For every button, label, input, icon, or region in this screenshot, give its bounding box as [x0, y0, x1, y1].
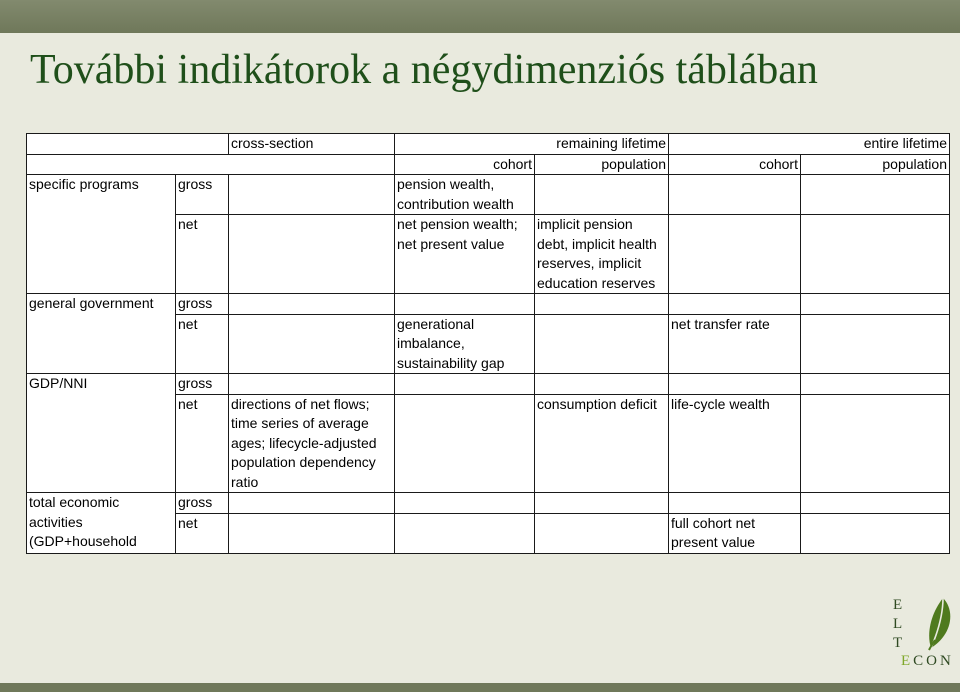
table-cell [801, 314, 950, 374]
table-cell [229, 215, 395, 294]
table-cell [229, 314, 395, 374]
table-row [27, 374, 950, 395]
header-population-entire: population [801, 154, 950, 175]
header-remaining-lifetime: remaining lifetime [395, 134, 669, 155]
table-row [27, 294, 950, 315]
table-cell [801, 513, 950, 553]
table-cell [535, 175, 669, 215]
bottom-decor-bar [0, 683, 960, 692]
table-cell: net pension wealth; net present value [395, 215, 535, 294]
logo-letter: E [893, 597, 903, 613]
table-cell [535, 513, 669, 553]
table-cell [669, 493, 801, 514]
gross-label: gross [176, 374, 229, 395]
leaf-icon [921, 596, 955, 652]
net-label: net [176, 314, 229, 374]
page-title: További indikátorok a négydimenziós táblában [30, 47, 818, 93]
table-cell [395, 394, 535, 493]
table-cell [535, 493, 669, 514]
table-row [27, 493, 950, 514]
table-cell [229, 493, 395, 514]
table-cell: consumption deficit [535, 394, 669, 493]
table-cell [229, 175, 395, 215]
table-cell: directions of net flows; time series of average ages; lifecycle-adjusted population dependency ratio [229, 394, 395, 493]
table-cell [669, 294, 801, 315]
row-header-gdp-nni: GDP/NNI [27, 374, 176, 493]
table-cell [801, 215, 950, 294]
table-cell [535, 294, 669, 315]
header-entire-lifetime: entire lifetime [669, 134, 950, 155]
row-header-total-economic-activities: total economic activities (GDP+household [27, 493, 176, 554]
table-cell [669, 175, 801, 215]
header-population-remaining: population [535, 154, 669, 175]
table-cell: generational imbalance, sustainability gap [395, 314, 535, 374]
row-header-specific-programs: specific programs [27, 175, 176, 294]
header-cohort-entire: cohort [669, 154, 801, 175]
header-cross-section: cross-section [229, 134, 395, 155]
logo-letter: L [893, 616, 903, 632]
table-cell [229, 374, 395, 395]
top-decor-bar [0, 0, 960, 33]
row-header-general-government: general government [27, 294, 176, 374]
gross-label: gross [176, 493, 229, 514]
logo-letter: T [893, 635, 903, 651]
table-cell [535, 314, 669, 374]
table-cell [669, 215, 801, 294]
table-cell [801, 294, 950, 315]
table-cell: life-cycle wealth [669, 394, 801, 493]
gross-label: gross [176, 294, 229, 315]
header-cohort-remaining: cohort [395, 154, 535, 175]
header-row-1 [27, 134, 950, 155]
table-cell [395, 513, 535, 553]
net-label: net [176, 215, 229, 294]
table-cell [669, 374, 801, 395]
table-cell [801, 394, 950, 493]
table-cell [801, 175, 950, 215]
table-cell: pension wealth, contribution wealth [395, 175, 535, 215]
header-empty-cell [27, 154, 395, 175]
logo-econ-e: E [901, 653, 914, 669]
logo-econ-rest: CON [913, 653, 954, 669]
header-row-2 [27, 154, 950, 175]
gross-label: gross [176, 175, 229, 215]
table-cell: net transfer rate [669, 314, 801, 374]
table-cell [801, 493, 950, 514]
header-empty-cell [27, 134, 229, 155]
table-cell: full cohort net present value [669, 513, 801, 553]
table-cell [229, 513, 395, 553]
net-label: net [176, 394, 229, 493]
elte-econ-logo [893, 596, 957, 674]
table-cell [395, 374, 535, 395]
table-row [27, 175, 950, 215]
logo-letters [893, 596, 902, 653]
table-cell [229, 294, 395, 315]
indicator-table [26, 133, 950, 554]
table-cell: implicit pension debt, implicit health reserves, implicit education reserves [535, 215, 669, 294]
logo-econ-text [901, 653, 954, 670]
net-label: net [176, 513, 229, 553]
table-cell [801, 374, 950, 395]
table-cell [395, 493, 535, 514]
table-cell [395, 294, 535, 315]
table-cell [535, 374, 669, 395]
